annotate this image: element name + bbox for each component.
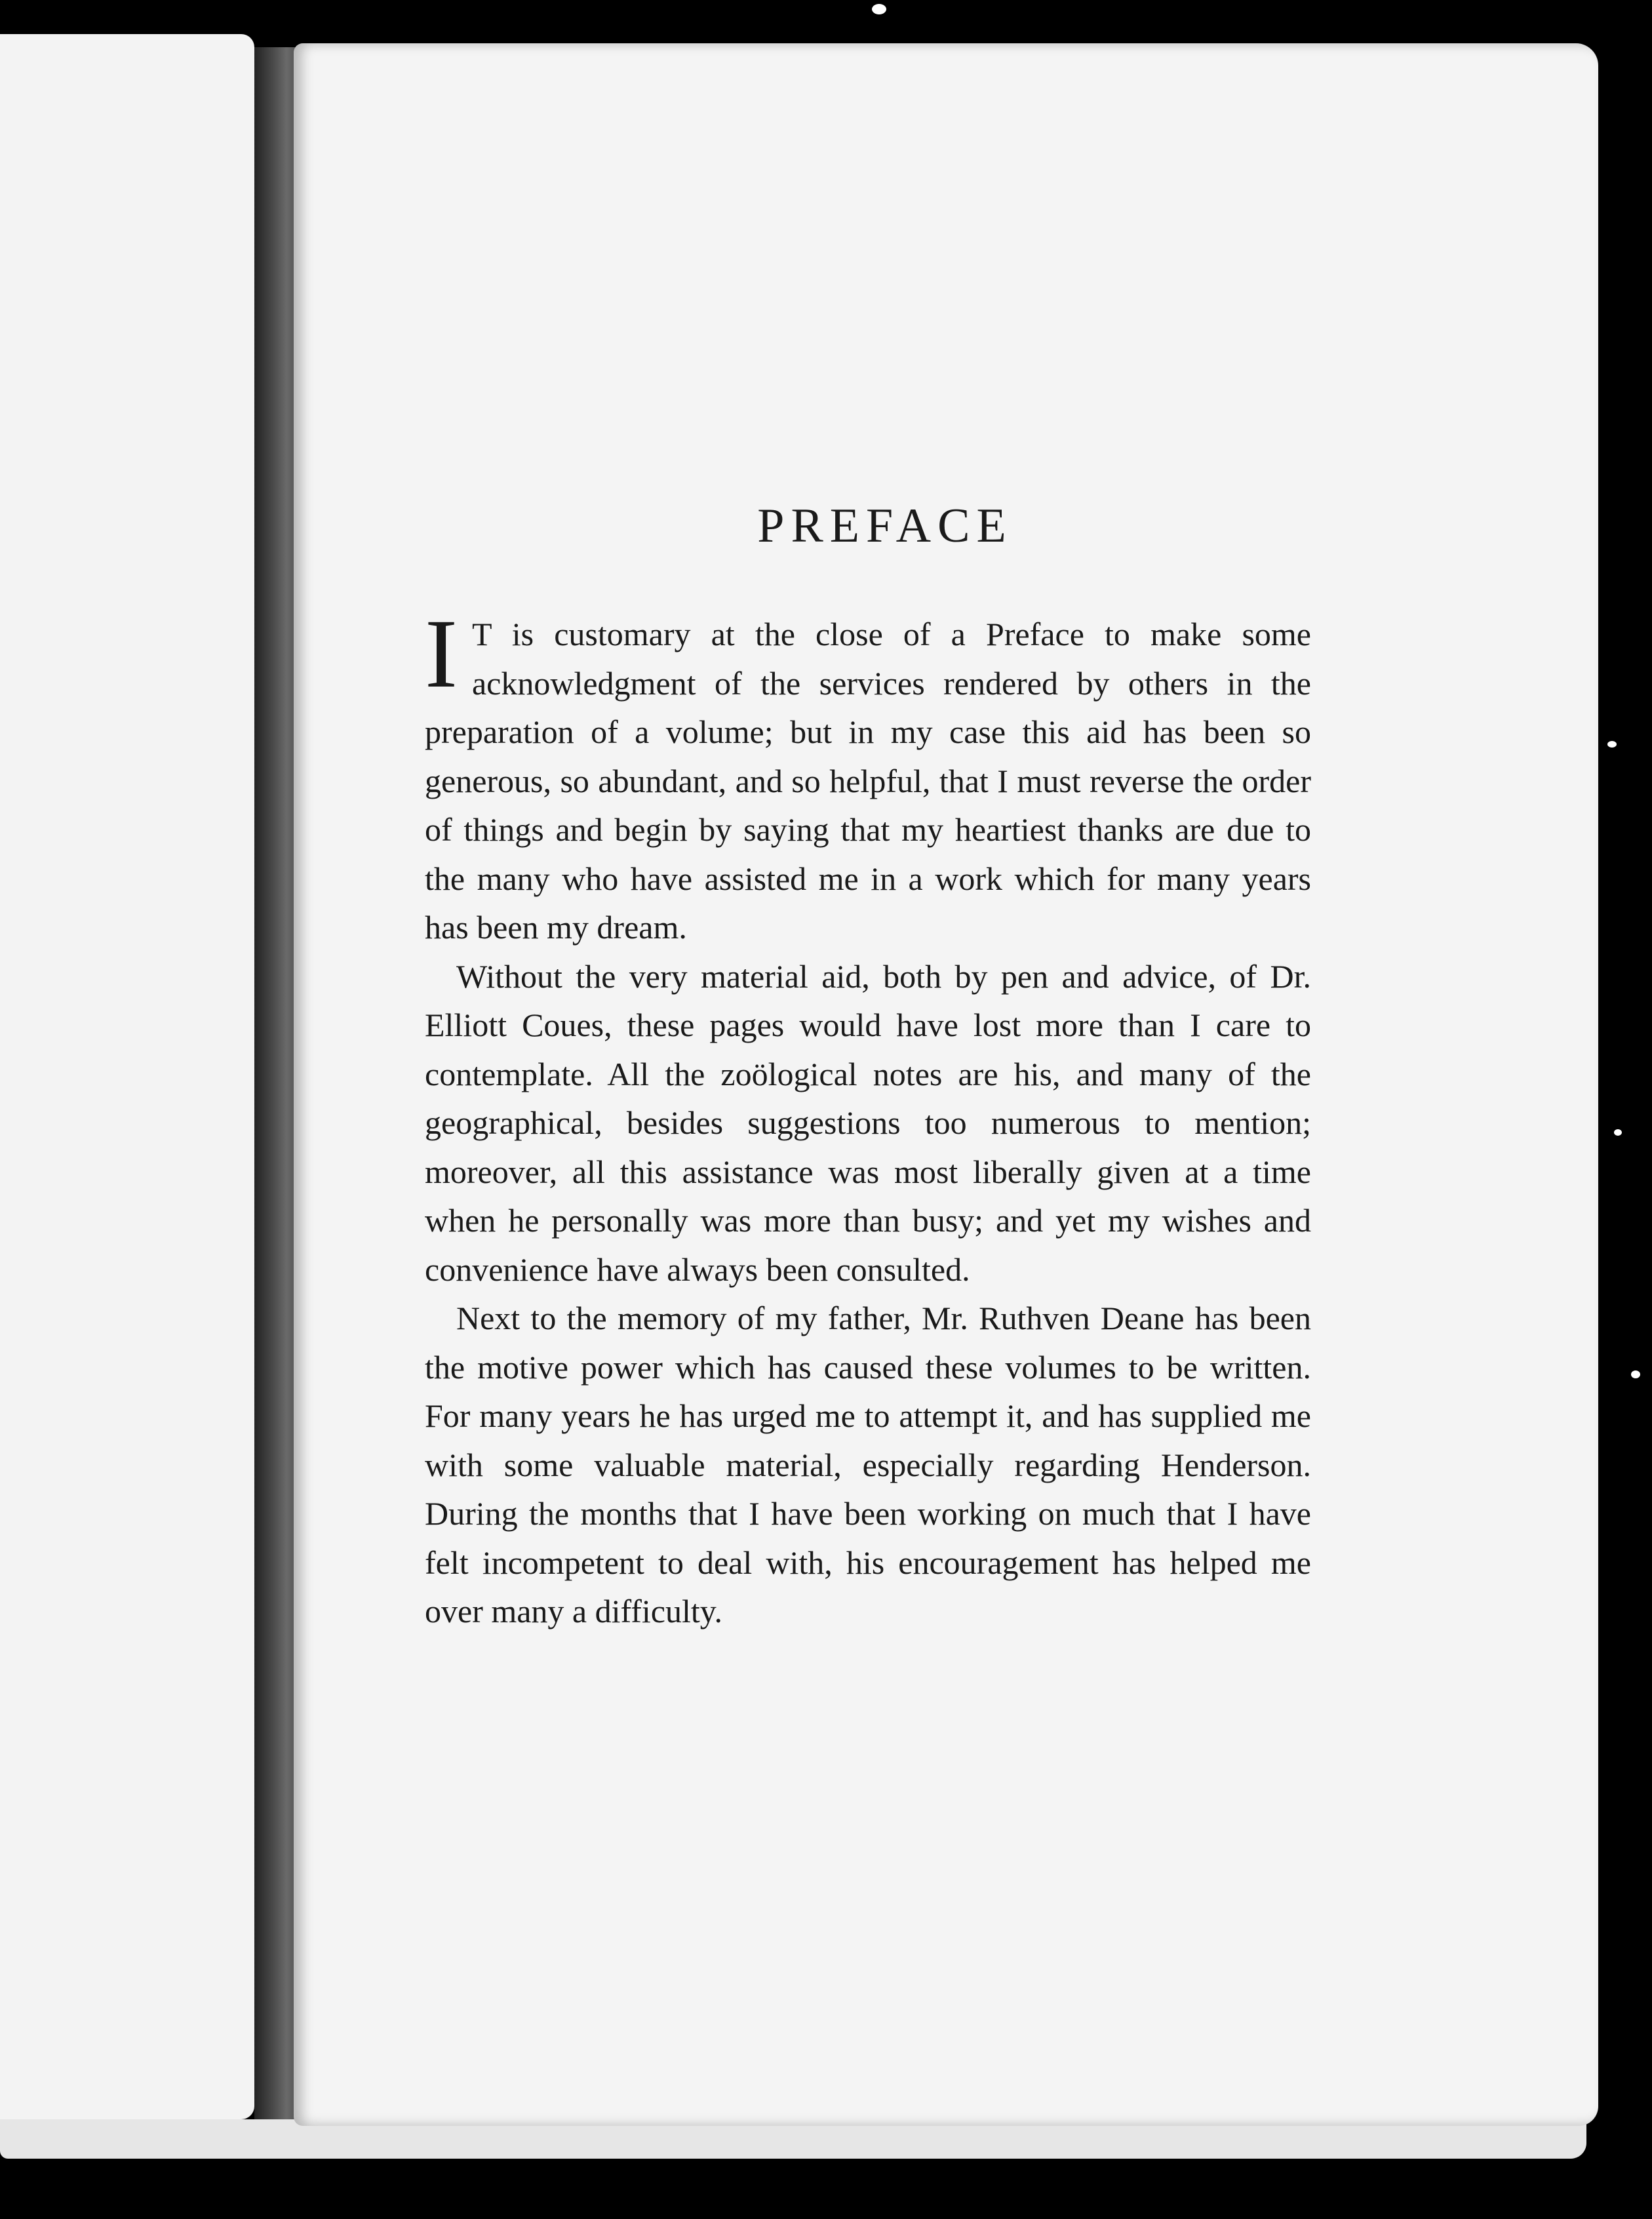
facing-page-left [0, 34, 254, 2119]
page-heading: PREFACE [757, 499, 1013, 553]
scan-speck [872, 4, 886, 14]
paragraph-1 [425, 599, 1311, 952]
paragraph-3: Next to the memory of my father, Mr. Ruthven Deane has been the motive power which has caused these volumes to be written. For many years he has urged me to attempt it, and has supplied me with some valuable material, especially regarding Henderson. During the months that I have been working on much that I have felt incompetent to deal with, his encouragement has helped me over many a difficulty. [425, 1300, 1311, 1629]
drop-cap: I [425, 599, 458, 708]
preface-body [425, 599, 1311, 1636]
paragraph-2: Without the very material aid, both by pen and advice, of Dr. Elliott Coues, these pages would have lost more than I care to contemplate. All the zoölogical notes are his, and many of the geographical, besides suggestions too numerous to mention; moreover, all this assistance was most liberally given at a time when he personally was more than busy; and yet my wishes and convenience have always been consulted. [425, 957, 1311, 1288]
scan-speck [1614, 1129, 1622, 1136]
paragraph-1-text: T is customary at the close of a Preface to make some acknowledgment of the services rendered by others in the preparation of a volume; but in my case this aid has been so generous, so abundant, and so helpful, that I must reverse the order of things and begin by saying that my heartiest thanks are due to the many who have assisted me in a work which for many years has been my dream. [425, 616, 1311, 946]
scan-speck [1607, 741, 1617, 748]
scan-speck [1631, 1370, 1640, 1378]
